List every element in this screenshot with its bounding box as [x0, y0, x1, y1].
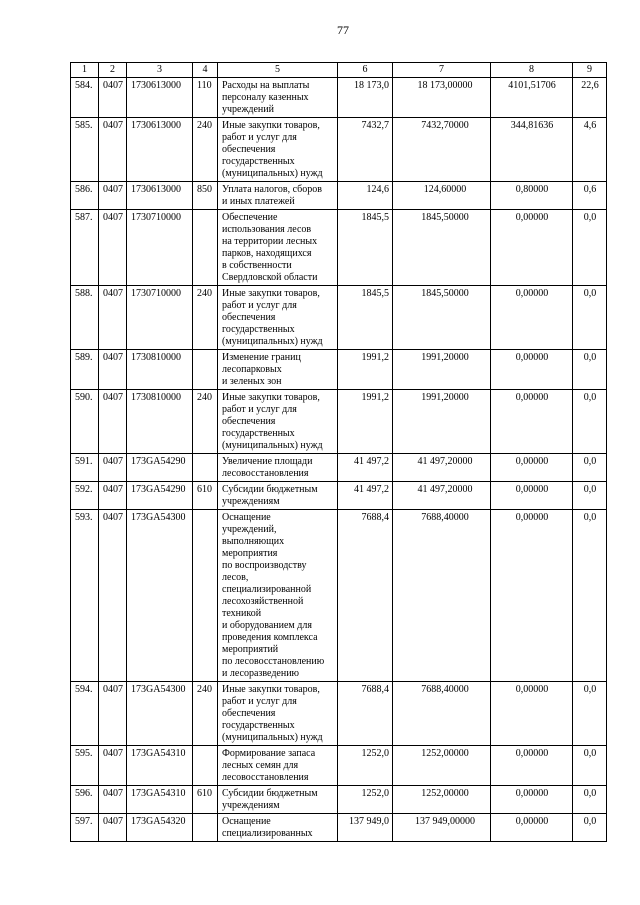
value-col-6-cell: 1845,5 — [338, 210, 393, 286]
table-row — [71, 682, 607, 746]
row-number-cell: 584. — [71, 78, 99, 118]
target-code-cell: 1730613000 — [127, 118, 193, 182]
table-row — [71, 510, 607, 682]
table-row — [71, 78, 607, 118]
item-name-cell: Изменение границ лесопарковых и зеленых зон — [218, 350, 338, 390]
item-name-cell: Оснащение учреждений, выполняющих мероприятия по воспроизводству лесов, специализированной лесохозяйственной техникой и оборудованием для проведения комплекса мероприятий по лесовосстановлению и лесоразведению — [218, 510, 338, 682]
value-col-8-cell: 0,00000 — [491, 286, 573, 350]
table-row — [71, 482, 607, 510]
value-col-6-cell: 137 949,0 — [338, 814, 393, 842]
item-name-cell: Расходы на выплаты персоналу казенных учреждений — [218, 78, 338, 118]
value-col-8-cell: 0,00000 — [491, 482, 573, 510]
column-header-3: 3 — [127, 63, 193, 78]
expense-kind-code-cell: 240 — [193, 286, 218, 350]
value-col-7-cell: 137 949,00000 — [393, 814, 491, 842]
section-code-cell: 0407 — [99, 786, 127, 814]
expense-kind-code-cell: 610 — [193, 786, 218, 814]
table-header — [71, 63, 607, 78]
table-row — [71, 210, 607, 286]
value-col-9-cell: 22,6 — [573, 78, 607, 118]
table-row — [71, 454, 607, 482]
value-col-6-cell: 1252,0 — [338, 786, 393, 814]
section-code-cell: 0407 — [99, 746, 127, 786]
section-code-cell: 0407 — [99, 454, 127, 482]
expense-kind-code-cell — [193, 210, 218, 286]
section-code-cell: 0407 — [99, 350, 127, 390]
section-code-cell: 0407 — [99, 814, 127, 842]
value-col-9-cell: 0,0 — [573, 454, 607, 482]
table-row — [71, 746, 607, 786]
row-number-cell: 590. — [71, 390, 99, 454]
item-name-cell: Иные закупки товаров, работ и услуг для обеспечения государственных (муниципальных) нужд — [218, 682, 338, 746]
target-code-cell: 1730710000 — [127, 210, 193, 286]
column-header-5: 5 — [218, 63, 338, 78]
table-row — [71, 390, 607, 454]
target-code-cell: 173GA54310 — [127, 786, 193, 814]
target-code-cell: 173GA54300 — [127, 510, 193, 682]
expense-kind-code-cell — [193, 746, 218, 786]
page-number: 77 — [337, 23, 349, 37]
value-col-6-cell: 1252,0 — [338, 746, 393, 786]
row-number-cell: 585. — [71, 118, 99, 182]
expense-kind-code-cell — [193, 454, 218, 482]
value-col-7-cell: 1991,20000 — [393, 350, 491, 390]
row-number-cell: 586. — [71, 182, 99, 210]
value-col-8-cell: 0,00000 — [491, 786, 573, 814]
value-col-8-cell: 0,00000 — [491, 682, 573, 746]
value-col-6-cell: 7688,4 — [338, 510, 393, 682]
expense-kind-code-cell — [193, 814, 218, 842]
row-number-cell: 593. — [71, 510, 99, 682]
target-code-cell: 173GA54290 — [127, 454, 193, 482]
row-number-cell: 594. — [71, 682, 99, 746]
table-row — [71, 286, 607, 350]
column-header-4: 4 — [193, 63, 218, 78]
target-code-cell: 173GA54310 — [127, 746, 193, 786]
value-col-6-cell: 7688,4 — [338, 682, 393, 746]
value-col-8-cell: 344,81636 — [491, 118, 573, 182]
item-name-cell: Субсидии бюджетным учреждениям — [218, 786, 338, 814]
row-number-cell: 597. — [71, 814, 99, 842]
value-col-9-cell: 0,0 — [573, 482, 607, 510]
item-name-cell: Иные закупки товаров, работ и услуг для обеспечения государственных (муниципальных) нужд — [218, 118, 338, 182]
value-col-7-cell: 1252,00000 — [393, 786, 491, 814]
expense-kind-code-cell: 240 — [193, 682, 218, 746]
table-row — [71, 118, 607, 182]
header-row — [71, 63, 607, 78]
target-code-cell: 173GA54300 — [127, 682, 193, 746]
value-col-8-cell: 0,80000 — [491, 182, 573, 210]
expense-kind-code-cell — [193, 350, 218, 390]
value-col-9-cell: 4,6 — [573, 118, 607, 182]
row-number-cell: 588. — [71, 286, 99, 350]
section-code-cell: 0407 — [99, 682, 127, 746]
target-code-cell: 1730710000 — [127, 286, 193, 350]
section-code-cell: 0407 — [99, 210, 127, 286]
value-col-7-cell: 7432,70000 — [393, 118, 491, 182]
item-name-cell: Обеспечение использования лесов на территории лесных парков, находящихся в собственности Свердловской области — [218, 210, 338, 286]
row-number-cell: 592. — [71, 482, 99, 510]
value-col-6-cell: 1991,2 — [338, 350, 393, 390]
value-col-8-cell: 0,00000 — [491, 210, 573, 286]
column-header-1: 1 — [71, 63, 99, 78]
row-number-cell: 591. — [71, 454, 99, 482]
value-col-9-cell: 0,0 — [573, 510, 607, 682]
value-col-7-cell: 1252,00000 — [393, 746, 491, 786]
section-code-cell: 0407 — [99, 390, 127, 454]
expense-kind-code-cell — [193, 510, 218, 682]
table-row — [71, 182, 607, 210]
expense-kind-code-cell: 110 — [193, 78, 218, 118]
item-name-cell: Уплата налогов, сборов и иных платежей — [218, 182, 338, 210]
item-name-cell: Иные закупки товаров, работ и услуг для обеспечения государственных (муниципальных) нужд — [218, 286, 338, 350]
section-code-cell: 0407 — [99, 482, 127, 510]
row-number-cell: 595. — [71, 746, 99, 786]
value-col-9-cell: 0,6 — [573, 182, 607, 210]
expense-kind-code-cell: 610 — [193, 482, 218, 510]
value-col-9-cell: 0,0 — [573, 286, 607, 350]
value-col-7-cell: 7688,40000 — [393, 682, 491, 746]
value-col-9-cell: 0,0 — [573, 390, 607, 454]
section-code-cell: 0407 — [99, 118, 127, 182]
expense-kind-code-cell: 850 — [193, 182, 218, 210]
value-col-8-cell: 4101,51706 — [491, 78, 573, 118]
value-col-7-cell: 7688,40000 — [393, 510, 491, 682]
budget-table — [70, 62, 607, 842]
column-header-8: 8 — [491, 63, 573, 78]
value-col-9-cell: 0,0 — [573, 210, 607, 286]
section-code-cell: 0407 — [99, 78, 127, 118]
column-header-9: 9 — [573, 63, 607, 78]
value-col-7-cell: 41 497,20000 — [393, 482, 491, 510]
value-col-8-cell: 0,00000 — [491, 390, 573, 454]
item-name-cell: Иные закупки товаров, работ и услуг для обеспечения государственных (муниципальных) нужд — [218, 390, 338, 454]
item-name-cell: Оснащение специализированных — [218, 814, 338, 842]
value-col-9-cell: 0,0 — [573, 746, 607, 786]
target-code-cell: 1730613000 — [127, 182, 193, 210]
column-header-2: 2 — [99, 63, 127, 78]
value-col-9-cell: 0,0 — [573, 682, 607, 746]
column-header-7: 7 — [393, 63, 491, 78]
value-col-8-cell: 0,00000 — [491, 454, 573, 482]
target-code-cell: 173GA54320 — [127, 814, 193, 842]
value-col-9-cell: 0,0 — [573, 786, 607, 814]
row-number-cell: 587. — [71, 210, 99, 286]
table-body — [71, 78, 607, 842]
item-name-cell: Субсидии бюджетным учреждениям — [218, 482, 338, 510]
column-header-6: 6 — [338, 63, 393, 78]
target-code-cell: 1730810000 — [127, 350, 193, 390]
value-col-6-cell: 124,6 — [338, 182, 393, 210]
section-code-cell: 0407 — [99, 286, 127, 350]
value-col-8-cell: 0,00000 — [491, 746, 573, 786]
row-number-cell: 589. — [71, 350, 99, 390]
target-code-cell: 173GA54290 — [127, 482, 193, 510]
value-col-7-cell: 18 173,00000 — [393, 78, 491, 118]
value-col-9-cell: 0,0 — [573, 350, 607, 390]
target-code-cell: 1730810000 — [127, 390, 193, 454]
value-col-7-cell: 1845,50000 — [393, 286, 491, 350]
value-col-8-cell: 0,00000 — [491, 510, 573, 682]
table-row — [71, 786, 607, 814]
expense-kind-code-cell: 240 — [193, 390, 218, 454]
value-col-7-cell: 41 497,20000 — [393, 454, 491, 482]
value-col-6-cell: 1991,2 — [338, 390, 393, 454]
value-col-6-cell: 1845,5 — [338, 286, 393, 350]
value-col-6-cell: 18 173,0 — [338, 78, 393, 118]
value-col-8-cell: 0,00000 — [491, 814, 573, 842]
item-name-cell: Увеличение площади лесовосстановления — [218, 454, 338, 482]
table-row — [71, 814, 607, 842]
value-col-7-cell: 1845,50000 — [393, 210, 491, 286]
item-name-cell: Формирование запаса лесных семян для лесовосстановления — [218, 746, 338, 786]
expense-kind-code-cell: 240 — [193, 118, 218, 182]
value-col-7-cell: 1991,20000 — [393, 390, 491, 454]
table-row — [71, 350, 607, 390]
value-col-8-cell: 0,00000 — [491, 350, 573, 390]
value-col-6-cell: 7432,7 — [338, 118, 393, 182]
row-number-cell: 596. — [71, 786, 99, 814]
value-col-6-cell: 41 497,2 — [338, 482, 393, 510]
target-code-cell: 1730613000 — [127, 78, 193, 118]
section-code-cell: 0407 — [99, 182, 127, 210]
section-code-cell: 0407 — [99, 510, 127, 682]
value-col-9-cell: 0,0 — [573, 814, 607, 842]
value-col-7-cell: 124,60000 — [393, 182, 491, 210]
value-col-6-cell: 41 497,2 — [338, 454, 393, 482]
